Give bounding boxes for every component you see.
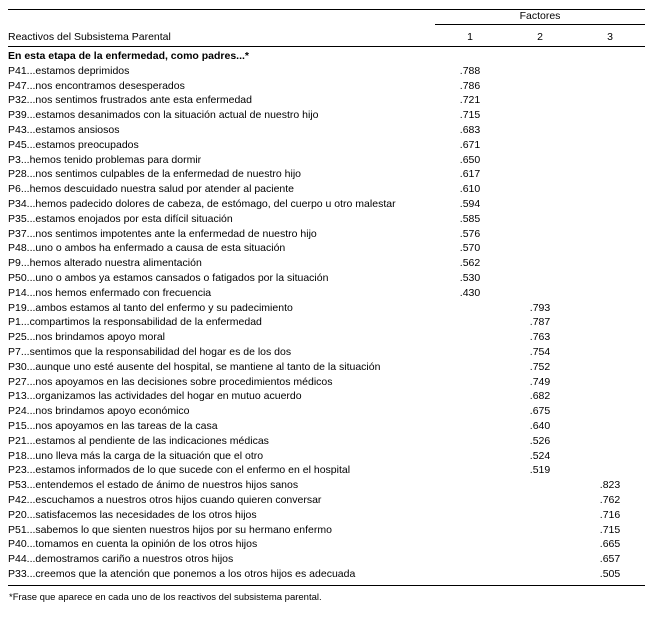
item-label: P7...sentimos que la responsabilidad del hogar es de los dos [8, 345, 292, 358]
table-row [8, 197, 645, 212]
table-row [8, 345, 645, 360]
table-row [8, 286, 645, 301]
section-row [8, 49, 645, 64]
table-row [8, 523, 645, 538]
table-row [8, 93, 645, 108]
item-label: P23...estamos informados de lo que sucede con el enfermo en el hospital [8, 464, 351, 477]
loading-value: .682 [529, 390, 551, 403]
loading-value: .519 [529, 464, 551, 477]
table-row [8, 301, 645, 316]
loading-value: .657 [599, 553, 621, 566]
item-label: P39...estamos desanimados con la situación actual de nuestro hijo [8, 109, 319, 122]
item-label: P28...nos sentimos culpables de la enfermedad de nuestro hijo [8, 168, 302, 181]
item-label: P24...nos brindamos apoyo económico [8, 405, 190, 418]
item-label: P44...demostramos cariño a nuestros otros hijos [8, 553, 234, 566]
loading-value: .671 [459, 138, 481, 151]
table-row [8, 537, 645, 552]
table-body [8, 47, 645, 586]
item-label: P35...estamos enojados por esta difícil situación [8, 212, 233, 225]
table-row [8, 64, 645, 79]
factors-header-row [8, 10, 645, 25]
table-row [8, 256, 645, 271]
item-label: P34...hemos padecido dolores de cabeza, de estómago, del cuerpo u otro malestar [8, 197, 396, 210]
item-label: P25...nos brindamos apoyo moral [8, 331, 166, 344]
item-label: P42...escuchamos a nuestros otros hijos cuando quieren conversar [8, 493, 322, 506]
item-label: P41...estamos deprimidos [8, 64, 130, 77]
item-label: P53...entendemos el estado de ánimo de nuestros hijos sanos [8, 479, 299, 492]
loading-value: .683 [459, 123, 481, 136]
loading-value: .570 [459, 242, 481, 255]
item-label: P47...nos encontramos desesperados [8, 79, 185, 92]
loading-value: .749 [529, 375, 551, 388]
column-header-row [8, 25, 645, 47]
table-row [8, 508, 645, 523]
table-row [8, 449, 645, 464]
loading-value: .526 [529, 434, 551, 447]
loading-value: .430 [459, 286, 481, 299]
factor-loadings-table [8, 9, 645, 586]
item-label: P30...aunque uno esté ausente del hospital, se mantiene al tanto de la situación [8, 360, 381, 373]
item-label: P48...uno o ambos ha enfermado a causa de esta situación [8, 242, 286, 255]
table-row [8, 493, 645, 508]
table-row [8, 182, 645, 197]
left-column-header: Reactivos del Subsistema Parental [8, 31, 171, 43]
loading-value: .716 [599, 508, 621, 521]
item-label: P45...estamos preocupados [8, 138, 139, 151]
table-row [8, 315, 645, 330]
table-row [8, 123, 645, 138]
loading-value: .617 [459, 168, 481, 181]
table-row [8, 404, 645, 419]
loading-value: .650 [459, 153, 481, 166]
loading-value: .594 [459, 197, 481, 210]
table-row [8, 227, 645, 242]
table-row [8, 167, 645, 182]
loading-value: .721 [459, 94, 481, 107]
factors-group-header: Factores [435, 10, 645, 25]
factor-column-1-header: 1 [467, 31, 473, 43]
loading-value: .640 [529, 419, 551, 432]
loading-value: .505 [599, 567, 621, 580]
factor-column-2-header: 2 [537, 31, 543, 43]
loading-value: .788 [459, 64, 481, 77]
item-label: P21...estamos al pendiente de las indicaciones médicas [8, 434, 269, 447]
item-label: P9...hemos alterado nuestra alimentación [8, 257, 202, 270]
factor-column-3-header: 3 [607, 31, 613, 43]
loading-value: .585 [459, 212, 481, 225]
loading-value: .524 [529, 449, 551, 462]
table-row [8, 79, 645, 94]
loading-value: .763 [529, 331, 551, 344]
loading-value: .576 [459, 227, 481, 240]
table-row [8, 271, 645, 286]
table-row [8, 360, 645, 375]
loading-value: .675 [529, 405, 551, 418]
loading-value: .787 [529, 316, 551, 329]
loading-value: .715 [459, 109, 481, 122]
table-row [8, 463, 645, 478]
item-label: P19...ambos estamos al tanto del enfermo y su padecimiento [8, 301, 293, 314]
table-row [8, 419, 645, 434]
item-label: P40...tomamos en cuenta la opinión de los otros hijos [8, 538, 258, 551]
loading-value: .793 [529, 301, 551, 314]
item-label: P3...hemos tenido problemas para dormir [8, 153, 202, 166]
item-label: P14...nos hemos enfermado con frecuencia [8, 286, 212, 299]
table-row [8, 330, 645, 345]
item-label: P6...hemos descuidado nuestra salud por atender al paciente [8, 183, 295, 196]
loading-value: .786 [459, 79, 481, 92]
section-title: En esta etapa de la enfermedad, como padres...* [8, 50, 250, 62]
loading-value: .665 [599, 538, 621, 551]
item-label: P20...satisfacemos las necesidades de los otros hijos [8, 508, 257, 521]
loading-value: .754 [529, 345, 551, 358]
table-row [8, 552, 645, 567]
item-label: P50...uno o ambos ya estamos cansados o fatigados por la situación [8, 271, 329, 284]
loading-value: .715 [599, 523, 621, 536]
item-label: P43...estamos ansiosos [8, 123, 120, 136]
item-label: P27...nos apoyamos en las decisiones sobre procedimientos médicos [8, 375, 333, 388]
item-label: P51...sabemos lo que sienten nuestros hijos por su hermano enfermo [8, 523, 332, 536]
table-row [8, 478, 645, 493]
table-row [8, 434, 645, 449]
table-row [8, 138, 645, 153]
item-label: P37...nos sentimos impotentes ante la enfermedad de nuestro hijo [8, 227, 317, 240]
table-row [8, 153, 645, 168]
item-label: P18...uno lleva más la carga de la situación que el otro [8, 449, 264, 462]
table-row [8, 567, 645, 582]
table-row [8, 212, 645, 227]
item-label: P13...organizamos las actividades del hogar en mutuo acuerdo [8, 390, 302, 403]
loading-value: .562 [459, 257, 481, 270]
loading-value: .752 [529, 360, 551, 373]
table-row [8, 241, 645, 256]
item-label: P33...creemos que la atención que ponemos a los otros hijos es adecuada [8, 567, 356, 580]
loading-value: .762 [599, 493, 621, 506]
item-label: P32...nos sentimos frustrados ante esta enfermedad [8, 94, 252, 107]
loading-value: .823 [599, 479, 621, 492]
table-footnote: *Frase que aparece en cada uno de los reactivos del subsistema parental. [9, 591, 322, 603]
item-label: P1...compartimos la responsabilidad de la enfermedad [8, 316, 262, 329]
table-row [8, 389, 645, 404]
table-row [8, 375, 645, 390]
loading-value: .530 [459, 271, 481, 284]
loading-value: .610 [459, 183, 481, 196]
table-row [8, 108, 645, 123]
item-label: P15...nos apoyamos en las tareas de la casa [8, 419, 218, 432]
